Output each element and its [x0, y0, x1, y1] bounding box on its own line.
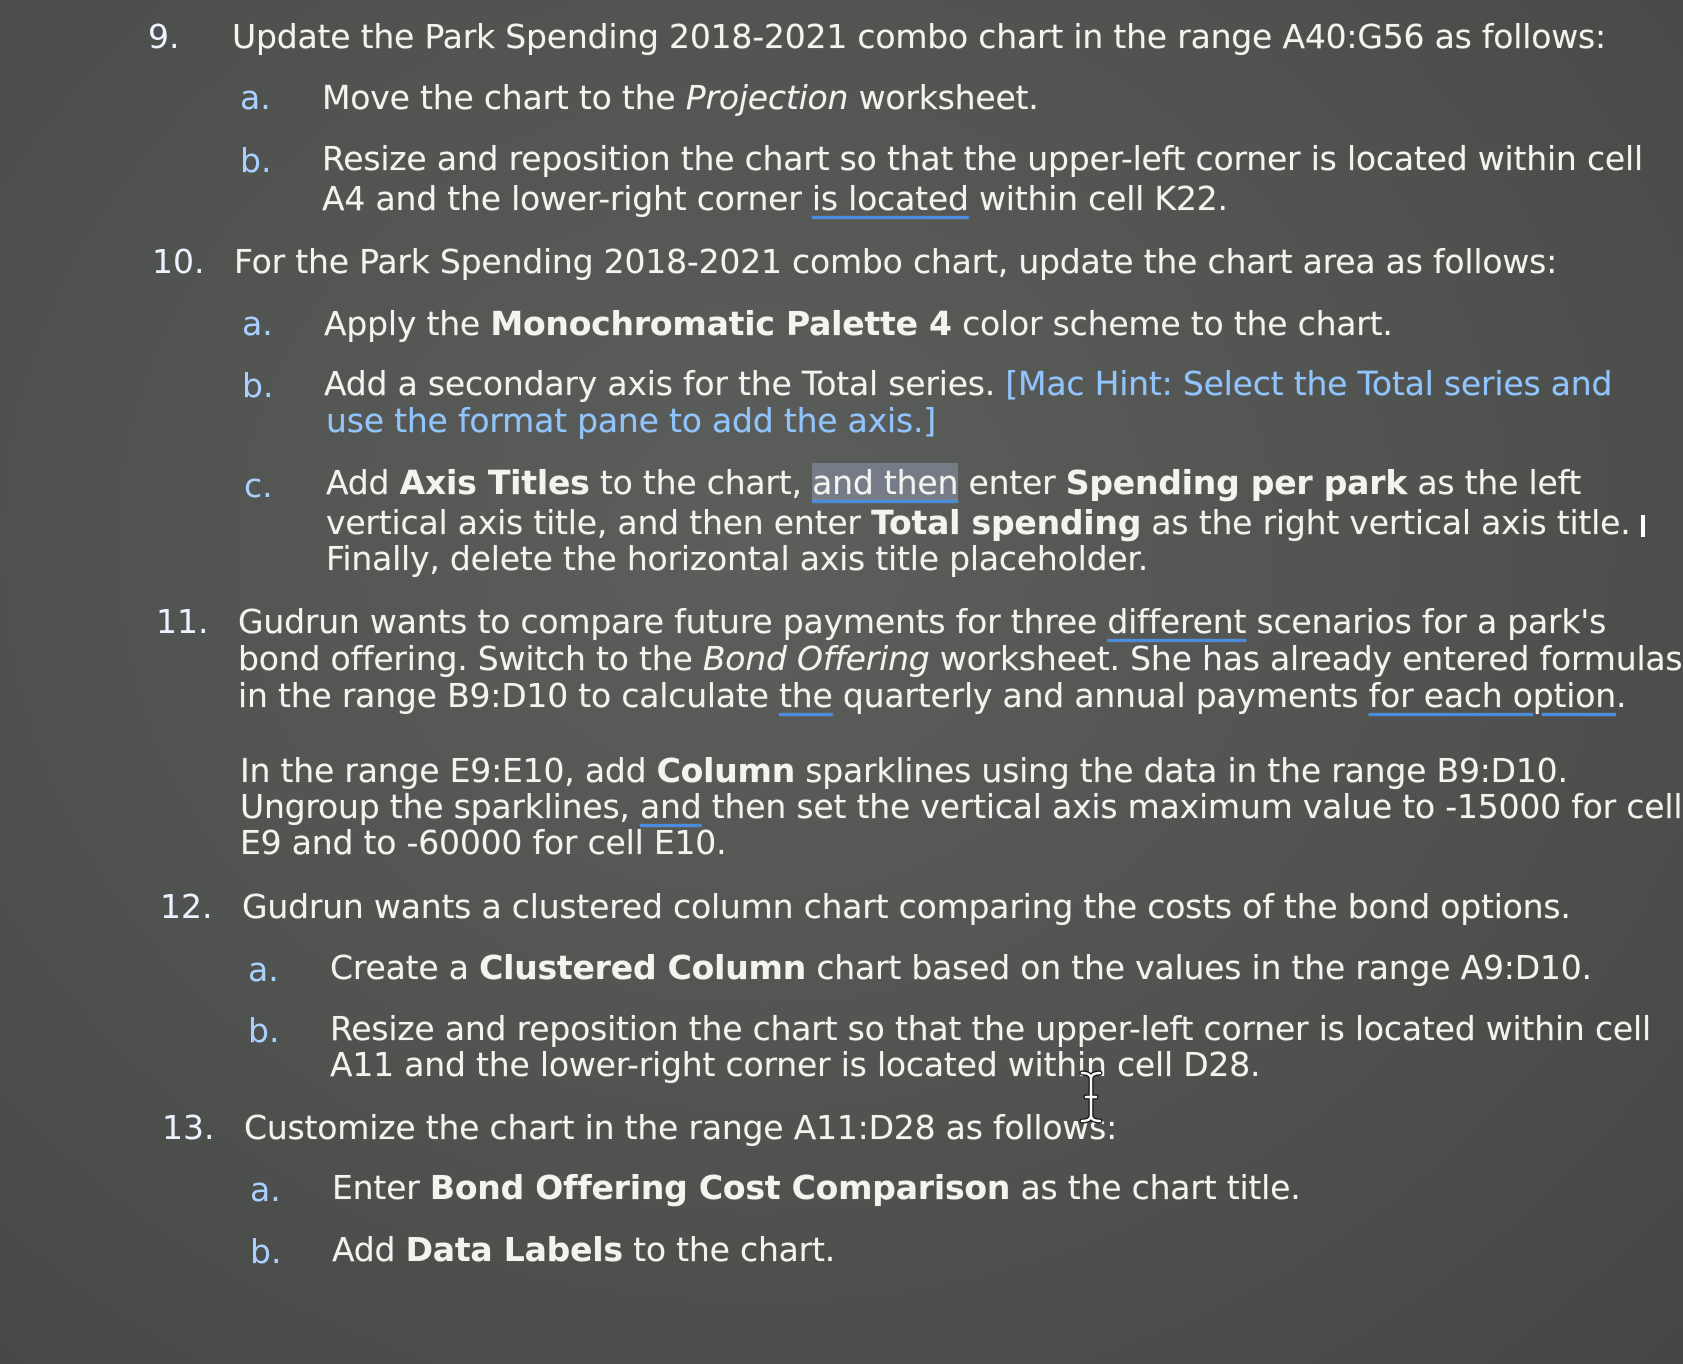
item-13a-text: Enter Bond Offering Cost Comparison as the chart title. [332, 1168, 1301, 1207]
item-9b-letter: b. [240, 141, 272, 180]
item-10c-line1: Add Axis Titles to the chart, and then enter Spending per park as the left [326, 463, 1582, 502]
item-11-number: 11. [156, 602, 209, 641]
item-10c-line2: vertical axis title, and then enter Total spending as the right vertical axis title. [326, 503, 1645, 543]
spell-check-underline[interactable]: is located [811, 179, 969, 218]
item-10b-line1: Add a secondary axis for the Total series. [Mac Hint: Select the Total series and [324, 364, 1613, 403]
item-11-para2-line3: E9 and to -60000 for cell E10. [240, 823, 727, 862]
ibeam-cursor-icon [1078, 1070, 1104, 1124]
item-12-text: Gudrun wants a clustered column chart comparing the costs of the bond options. [242, 887, 1571, 926]
item-10-text: For the Park Spending 2018-2021 combo chart, update the chart area as follows: [234, 242, 1558, 281]
item-13b-letter: b. [250, 1232, 282, 1271]
item-9b-line2: A4 and the lower-right corner is located within cell K22. [322, 179, 1228, 218]
item-10a-letter: a. [242, 304, 273, 343]
spell-check-underline[interactable]: for each option [1368, 676, 1616, 715]
spell-check-underline[interactable]: the [779, 676, 833, 715]
spell-check-underline[interactable]: and [640, 787, 702, 826]
item-12-number: 12. [160, 887, 213, 926]
item-10a-text: Apply the Monochromatic Palette 4 color scheme to the chart. [324, 304, 1393, 343]
item-10b-hint-line2: use the format pane to add the axis.] [326, 401, 936, 440]
text-cursor [1641, 515, 1645, 537]
item-9-text: Update the Park Spending 2018-2021 combo chart in the range A40:G56 as follows: [232, 17, 1606, 56]
item-9a-letter: a. [240, 78, 271, 117]
item-9a-text: Move the chart to the Projection worksheet. [322, 78, 1039, 117]
item-12b-letter: b. [248, 1011, 280, 1050]
item-11-line3: in the range B9:D10 to calculate the quarterly and annual payments for each option. [238, 676, 1627, 715]
item-12a-letter: a. [248, 950, 279, 989]
item-10c-line3: Finally, delete the horizontal axis title placeholder. [326, 539, 1149, 578]
item-11-para2-line2: Ungroup the sparklines, and then set the vertical axis maximum value to -15000 for cell [240, 787, 1683, 826]
selected-text-highlight[interactable]: and then [812, 463, 959, 502]
item-11-para2-line1: In the range E9:E10, add Column sparklines using the data in the range B9:D10. [240, 751, 1568, 790]
item-10-number: 10. [152, 242, 205, 281]
item-10c-letter: c. [244, 466, 273, 505]
item-12b-line1: Resize and reposition the chart so that the upper-left corner is located within cell [330, 1009, 1651, 1048]
item-13b-text: Add Data Labels to the chart. [332, 1230, 836, 1269]
item-13-text: Customize the chart in the range A11:D28 as follows: [244, 1108, 1118, 1147]
item-9-number: 9. [148, 17, 180, 56]
item-11-line1: Gudrun wants to compare future payments for three different scenarios for a park's [238, 602, 1607, 641]
item-13-number: 13. [162, 1108, 215, 1147]
item-13a-letter: a. [250, 1170, 281, 1209]
item-11-line2: bond offering. Switch to the Bond Offering worksheet. She has already entered formulas [238, 639, 1683, 678]
spell-check-underline[interactable]: different [1107, 602, 1247, 641]
item-12a-text: Create a Clustered Column chart based on the values in the range A9:D10. [330, 948, 1592, 987]
item-12b-line2: A11 and the lower-right corner is located within cell D28. [330, 1045, 1261, 1084]
item-10b-letter: b. [242, 366, 274, 405]
item-9b-line1: Resize and reposition the chart so that the upper-left corner is located within cell [322, 139, 1643, 178]
